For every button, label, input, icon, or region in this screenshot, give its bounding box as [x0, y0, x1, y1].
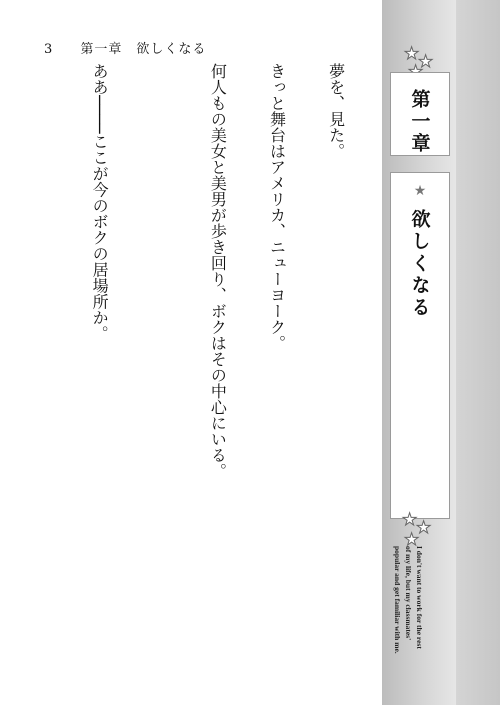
chapter-title: 欲しくなる [408, 209, 431, 319]
tagline-line: popular and get familiar with me. [393, 546, 402, 654]
chapter-number: 第一章 [408, 89, 431, 155]
text-line: ああ────ここが今のボクの居場所か。 [90, 63, 110, 342]
body-text [0, 63, 385, 533]
running-title: 第一章 欲しくなる [80, 42, 207, 57]
text-line: 何人もの美女と美男が歩き回り、ボクはその中心にいる。 [208, 63, 228, 479]
page-number: 3 [44, 42, 54, 57]
chapter-title-box [390, 172, 450, 519]
english-tagline [392, 546, 425, 654]
star-icon: ★ [404, 530, 420, 550]
star-icon: ★ [418, 52, 434, 72]
star-icon: ★ [402, 510, 418, 530]
text-line [30, 63, 50, 533]
chapter-sidebar [382, 0, 500, 705]
star-icon: ★ [404, 44, 420, 64]
star-icon: ★ [413, 183, 427, 199]
text-line: 夢を、見た。 [326, 63, 346, 159]
text-line: きっと舞台はアメリカ、ニューヨーク。 [267, 63, 287, 351]
tagline-line: of my life, but my classmates' [404, 546, 413, 641]
running-head [44, 38, 206, 57]
star-icon: ★ [416, 518, 432, 538]
tagline-line: I don't want to work for the rest [415, 546, 424, 649]
chapter-number-box [390, 72, 450, 156]
chapter-tab [382, 0, 456, 705]
text-line [149, 63, 169, 533]
